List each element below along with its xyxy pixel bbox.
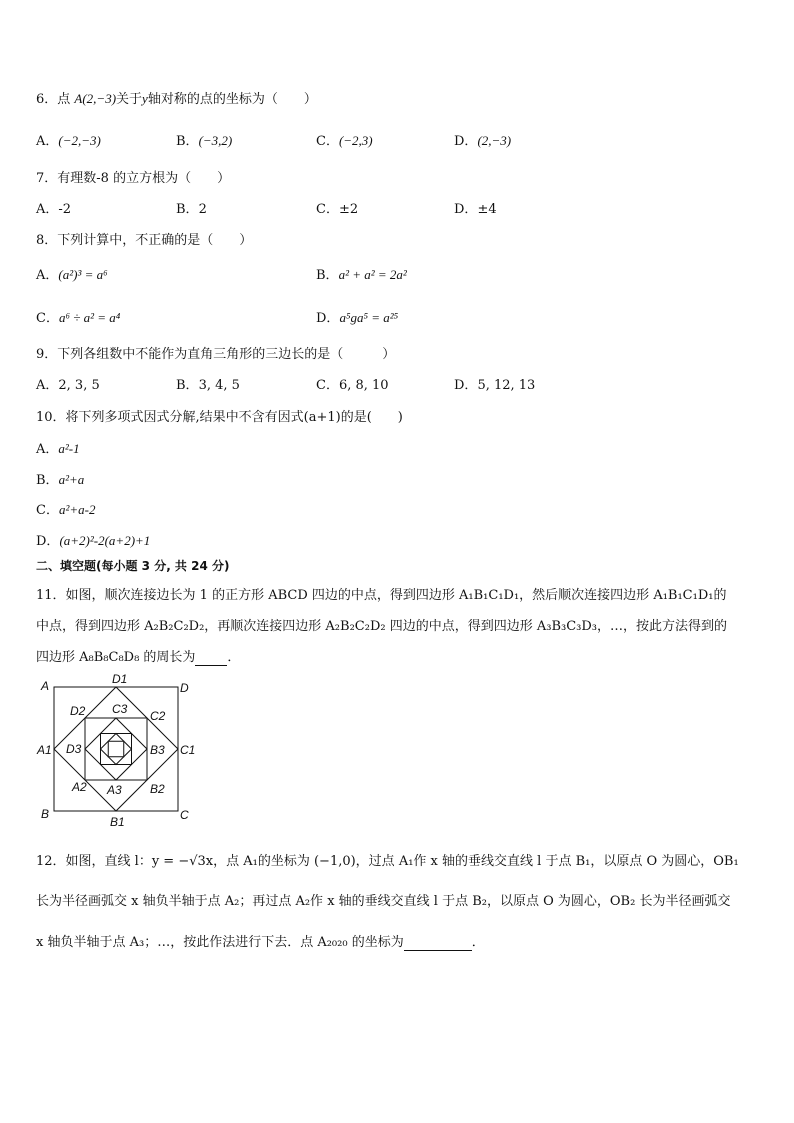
q9-option-b[interactable]: B．3, 4, 5 bbox=[176, 378, 240, 393]
question-8-stem: 8．下列计算中，不正确的是（ ） bbox=[36, 233, 253, 248]
q6-suffix: 轴对称的点的坐标为（ ） bbox=[147, 92, 317, 107]
question-6-stem bbox=[36, 88, 317, 107]
square-5 bbox=[101, 734, 132, 765]
q10-option-a[interactable]: A．a²-1 bbox=[36, 441, 80, 457]
q6-option-a[interactable]: A．(−2,−3) bbox=[36, 133, 101, 149]
q10-option-b[interactable]: B．a²+a bbox=[36, 472, 85, 488]
q12-line-1: 12．如图，直线 l：y = −√3x，点 A₁的坐标为 (−1,0)，过点 A₁作 x 轴的垂线交直线 l 于点 B₁，以原点 O 为圆心，OB₁ bbox=[36, 854, 739, 869]
label-A1: A1 bbox=[37, 743, 52, 757]
question-9-stem: 9．下列各组数中不能作为直角三角形的三边长的是（ ） bbox=[36, 347, 396, 362]
label-D2: D2 bbox=[70, 704, 86, 718]
label-B2: B2 bbox=[150, 782, 165, 796]
q6-option-c[interactable]: C．(−2,3) bbox=[316, 133, 373, 149]
q9-option-d[interactable]: D．5, 12, 13 bbox=[454, 378, 536, 393]
label-D: D bbox=[180, 681, 189, 695]
label-C: C bbox=[180, 808, 189, 822]
q8-option-c[interactable]: C．a⁶ ÷ a² = a⁴ bbox=[36, 310, 121, 326]
q10-option-d[interactable]: D．(a+2)²-2(a+2)+1 bbox=[36, 533, 151, 549]
nested-squares-figure bbox=[34, 672, 214, 832]
label-A2: A2 bbox=[72, 780, 87, 794]
q12-line-2: 长为半径画弧交 x 轴负半轴于点 A₂；再过点 A₂作 x 轴的垂线交直线 l 于点 B₂，以原点 O 为圆心，OB₂ 长为半径画弧交 bbox=[36, 894, 731, 909]
q11-answer-blank[interactable] bbox=[195, 650, 227, 666]
question-10-stem: 10．将下列多项式因式分解,结果中不含有因式(a+1)的是( ) bbox=[36, 410, 403, 425]
label-C3: C3 bbox=[112, 702, 128, 716]
label-C1: C1 bbox=[180, 743, 196, 757]
q11-line-1: 11．如图，顺次连接边长为 1 的正方形 ABCD 四边的中点，得到四边形 A₁B₁C₁D₁，然后顺次连接四边形 A₁B₁C₁D₁的 bbox=[36, 588, 727, 603]
square-a3b3c3d3 bbox=[85, 718, 147, 780]
q9-option-c[interactable]: C．6, 8, 10 bbox=[316, 378, 389, 393]
q6-option-d[interactable]: D．(2,−3) bbox=[454, 133, 512, 149]
q9-option-a[interactable]: A．2, 3, 5 bbox=[36, 378, 100, 393]
q10-option-c[interactable]: C．a²+a-2 bbox=[36, 502, 96, 518]
q12-line-3: x 轴负半轴于点 A₃；…，按此作法进行下去．点 A₂₀₂₀ 的坐标为 ． bbox=[36, 935, 485, 950]
q8-option-b[interactable]: B．a² + a² = 2a² bbox=[316, 267, 407, 283]
label-B3: B3 bbox=[150, 743, 165, 757]
q6-option-b[interactable]: B．(−3,2) bbox=[176, 133, 233, 149]
label-C2: C2 bbox=[150, 709, 166, 723]
q7-option-a[interactable]: A．-2 bbox=[36, 202, 72, 217]
q6-point: A(2,−3) bbox=[74, 91, 117, 106]
q11-line-2: 中点，得到四边形 A₂B₂C₂D₂，再顺次连接四边形 A₂B₂C₂D₂ 四边的中点，得到四边形 A₃B₃C₃D₃，…，按此方法得到的 bbox=[36, 619, 728, 634]
label-A3: A3 bbox=[107, 783, 122, 797]
square-4 bbox=[101, 734, 132, 765]
q6-prefix: 6．点 bbox=[36, 92, 75, 107]
square-6 bbox=[108, 741, 124, 757]
q8-option-d[interactable]: D．a⁵ga⁵ = a²⁵ bbox=[316, 310, 399, 326]
question-7-stem: 7．有理数-8 的立方根为（ ） bbox=[36, 171, 231, 186]
label-B1: B1 bbox=[110, 815, 125, 829]
q11-line-3: 四边形 A₈B₈C₈D₈ 的周长为 ． bbox=[36, 650, 241, 665]
label-D3: D3 bbox=[66, 742, 82, 756]
label-D1: D1 bbox=[112, 672, 128, 686]
label-A: A bbox=[41, 679, 50, 693]
q6-mid: 关于 bbox=[116, 92, 143, 107]
q8-option-a[interactable]: A．(a²)³ = a⁶ bbox=[36, 267, 108, 283]
q7-option-c[interactable]: C．±2 bbox=[316, 202, 359, 217]
q6-axis-var: y bbox=[142, 91, 148, 106]
square-a2b2c2d2 bbox=[85, 718, 147, 780]
q7-option-b[interactable]: B．2 bbox=[176, 202, 207, 217]
q12-answer-blank[interactable] bbox=[404, 935, 472, 951]
section-2-title: 二、填空题(每小题 3 分, 共 24 分) bbox=[36, 559, 230, 573]
q7-option-d[interactable]: D．±4 bbox=[454, 202, 497, 217]
label-B: B bbox=[41, 807, 50, 821]
